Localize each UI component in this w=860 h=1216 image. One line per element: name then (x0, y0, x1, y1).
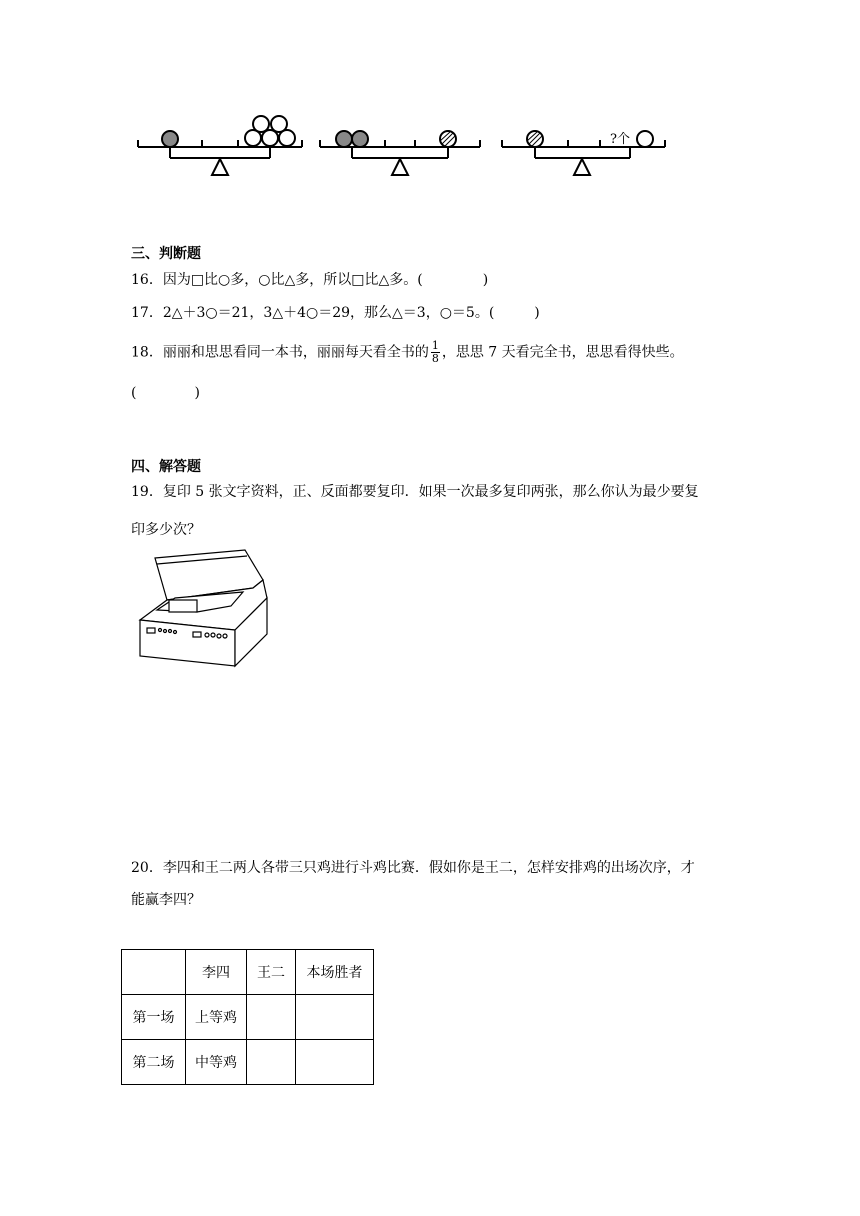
question-20-line-2: 能赢李四？ (131, 892, 201, 908)
question-16 (131, 270, 488, 290)
table-header-cell (122, 950, 186, 995)
question-16-close: ) (482, 272, 489, 288)
question-19-line-2: 印多少次？ (131, 522, 201, 538)
gray-ball (162, 131, 178, 147)
answer-cell[interactable] (296, 995, 374, 1040)
question-18-answer (131, 383, 200, 403)
table-cell: 上等鸡 (186, 995, 247, 1040)
question-18 (131, 340, 684, 365)
white-ball (253, 116, 269, 132)
fraction-denominator: 8 (431, 352, 439, 365)
fraction-numerator: 1 (431, 339, 439, 352)
question-17 (131, 303, 540, 323)
white-ball (637, 131, 653, 147)
question-19-line-1: 19．复印 5 张文字资料，正、反面都要复印．如果一次最多复印两张，那么你认为最少要复 (131, 484, 699, 500)
table-cell: 第一场 (122, 995, 186, 1040)
white-ball (262, 130, 278, 146)
document-sheet (169, 600, 197, 612)
table-row (122, 1040, 374, 1085)
table-cell: 中等鸡 (186, 1040, 247, 1085)
cockfight-table (121, 949, 374, 1085)
question-18-suffix: ，思思 7 天看完全书，思思看得快些。 (441, 344, 684, 361)
answer-cell[interactable] (296, 1040, 374, 1085)
gray-ball (336, 131, 352, 147)
fraction-one-eighth (431, 340, 440, 365)
table-header-cell: 王二 (247, 950, 296, 995)
question-18-open: ( (131, 385, 137, 401)
table-cell: 第二场 (122, 1040, 186, 1085)
photocopier-illustration (135, 548, 270, 670)
question-17-text: 17．2△＋3○＝21，3△＋4○＝29，那么△＝3，○＝5。( (131, 305, 495, 321)
balance-scale-1 (138, 116, 302, 175)
question-16-text: 16．因为□比○多，○比△多，所以□比△多。( (131, 272, 423, 288)
balance-scales-figure (130, 110, 675, 185)
question-18-close: ) (194, 385, 200, 401)
balance-scale-3 (502, 131, 665, 175)
question-20-line-1: 20．李四和王二两人各带三只鸡进行斗鸡比赛．假如你是王二，怎样安排鸡的出场次序，才 (131, 860, 695, 876)
table-header-cell: 李四 (186, 950, 247, 995)
answer-cell[interactable] (247, 1040, 296, 1085)
section-3-heading: 三、判断题 (131, 246, 201, 262)
balance-scale-2 (320, 131, 480, 175)
gray-ball (352, 131, 368, 147)
table-row (122, 995, 374, 1040)
table-header-row (122, 950, 374, 995)
answer-cell[interactable] (247, 995, 296, 1040)
question-17-close: ) (534, 305, 540, 321)
question-18-prefix: 18．丽丽和思思看同一本书，丽丽每天看全书的 (131, 344, 429, 361)
white-ball (271, 116, 287, 132)
section-4-heading: 四、解答题 (131, 459, 201, 475)
table-header-cell: 本场胜者 (296, 950, 374, 995)
unknown-count-label: ?个 (610, 132, 630, 147)
